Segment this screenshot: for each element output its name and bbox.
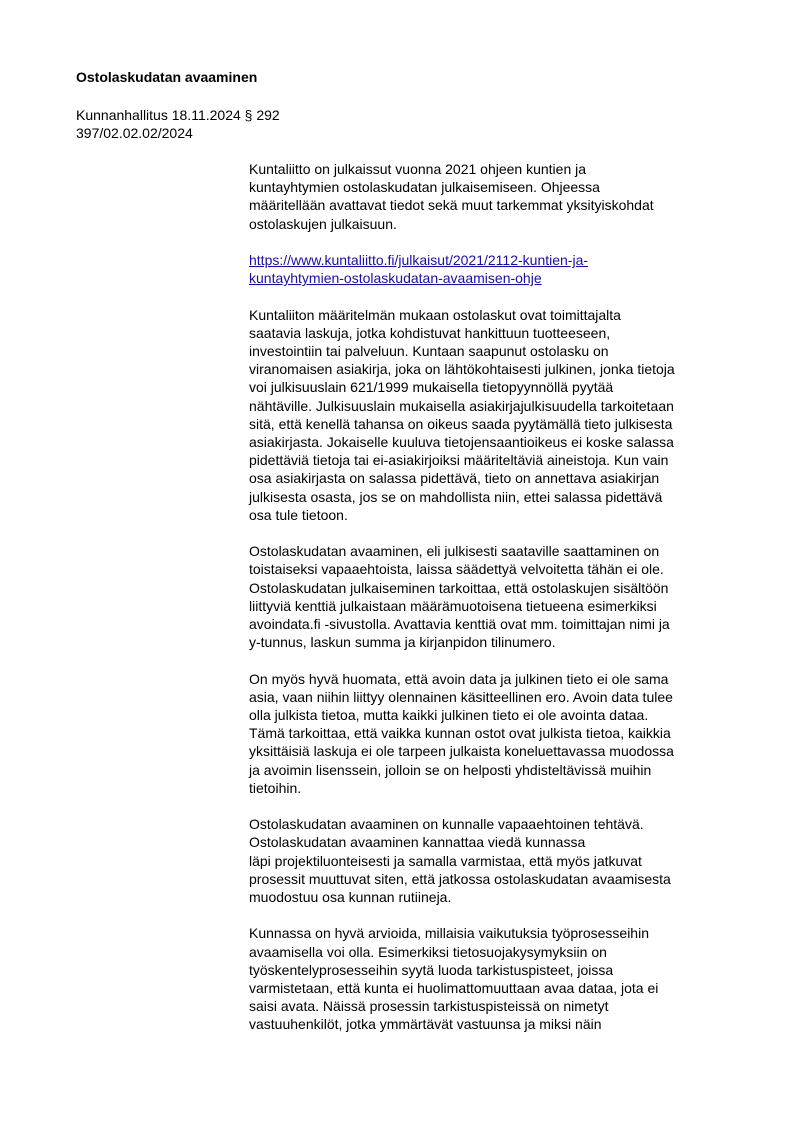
paragraph-line: Kuntaliitto on julkaissut vuonna 2021 ohjeen kuntien ja	[249, 161, 587, 177]
meeting-reference: Kunnanhallitus 18.11.2024 § 292	[76, 107, 280, 123]
paragraph-line: asia, vaan niihin liittyy olennainen käsitteellinen ero. Avoin data tulee	[249, 688, 673, 705]
paragraph-spacer	[249, 651, 749, 669]
paragraph-line: avaamisella voi olla. Esimerkiksi tietosuojakysymyksiin on	[249, 943, 607, 960]
paragraph-line: työskentelyprosesseihin syytä luoda tarkistuspisteet, joissa	[249, 961, 614, 978]
paragraph-line: läpi projektiluonteisesti ja samalla varmistaa, että myös jatkuvat	[249, 852, 642, 869]
paragraph-line: olla julkista tietoa, mutta kaikki julkinen tieto ei ole avointa dataa.	[249, 707, 649, 724]
paragraph-line: saatavia laskuja, jotka kohdistuvat hankittuun tuotteeseen,	[249, 324, 611, 341]
paragraph-line: muodostuu osa kunnan rutiineja.	[249, 889, 452, 906]
paragraph-project	[249, 815, 749, 906]
paragraph-line: toistaiseksi vapaaehtoista, laissa säädettyä velvoitetta tähän ei ole.	[249, 561, 664, 578]
paragraph-line: voi julkisuuslain 621/1999 mukaisella tietopyynnöllä pyytää	[249, 379, 614, 396]
paragraph-line: y-tunnus, laskun summa ja kirjanpidon tilinumero.	[249, 634, 556, 651]
paragraph-definition	[249, 306, 749, 524]
paragraph-line: Ostolaskudatan avaaminen, eli julkisesti saataville saattaminen on	[249, 543, 660, 560]
paragraph-line: tietoihin.	[249, 779, 302, 796]
paragraph-line: viranomaisen asiakirja, joka on lähtökohtaisesti julkinen, jonka tietoja	[249, 361, 675, 378]
paragraph-line: On myös hyvä huomata, että avoin data ja julkinen tieto ei ole sama	[249, 670, 669, 687]
paragraph-line: pidettäviä tietoja tai ei-asiakirjoiksi määriteltäviä aineistoja. Kun vain	[249, 452, 669, 469]
paragraph-impacts	[249, 924, 749, 1033]
document-title: Ostolaskudatan avaaminen	[76, 69, 258, 85]
document-body	[249, 160, 749, 1034]
paragraph-line: Kuntaliiton määritelmän mukaan ostolaskut ovat toimittajalta	[249, 306, 621, 323]
paragraph-spacer	[249, 233, 749, 251]
paragraph-line: julkisesta osasta, jos se on mahdollista niin, ettei salassa pidettävä	[249, 488, 663, 505]
paragraph-line: nähtäville. Julkisuuslain mukaisella asiakirjajulkisuudella tarkoitetaan	[249, 397, 674, 414]
paragraph-line: sitä, että kenellä tahansa on oikeus saada pyytämällä tieto julkisesta	[249, 415, 673, 432]
paragraph-line: yksittäisiä laskuja ei ole tarpeen julkaista koneluettavassa muodossa	[249, 743, 674, 760]
paragraph-line: Ostolaskudatan avaaminen on kunnalle vapaaehtoinen tehtävä.	[249, 816, 644, 833]
paragraph-line: määritellään avattavat tiedot sekä muut tarkemmat yksityiskohdat	[249, 197, 654, 214]
paragraph-line: Kunnassa on hyvä arvioida, millaisia vaikutuksia työprosesseihin	[249, 925, 649, 942]
paragraph-line: ja avoimin lisenssein, jolloin se on helposti yhdisteltävissä muihin	[249, 761, 652, 778]
paragraph-line: ostolaskujen julkaisuun.	[249, 215, 397, 232]
paragraph-line: varmistetaan, että kunta ei huolimattomuuttaan avaa dataa, jota ei	[249, 980, 659, 997]
paragraph-spacer	[249, 797, 749, 815]
paragraph-line: Tämä tarkoittaa, että vaikka kunnan ostot ovat julkista tietoa, kaikkia	[249, 725, 671, 742]
guide-link-line[interactable]: kuntayhtymien-ostolaskudatan-avaamisen-ohje	[249, 270, 542, 287]
paragraph-line: vastuuhenkilöt, jotka ymmärtävät vastuunsa ja miksi näin	[249, 1016, 602, 1033]
paragraph-voluntary	[249, 542, 749, 651]
guide-link-line[interactable]: https://www.kuntaliitto.fi/julkaisut/2021/2112-kuntien-ja-	[249, 252, 589, 268]
paragraph-line: osa asiakirjasta on salassa pidettävä, tieto on annettava asiakirjan	[249, 470, 660, 487]
paragraph-line: liittyviä kenttiä julkaistaan määrämuotoisena tietueena esimerkiksi	[249, 597, 657, 614]
paragraph-line: osa tule tietoon.	[249, 506, 348, 523]
paragraph-line: asiakirjasta. Jokaiselle kuuluva tietojensaantioikeus ei koske salassa	[249, 434, 674, 451]
paragraph-intro	[249, 160, 749, 233]
meeting-info	[76, 106, 280, 142]
paragraph-line: Ostolaskudatan avaaminen kannattaa viedä kunnassa	[249, 834, 586, 851]
paragraph-line: Ostolaskudatan julkaiseminen tarkoittaa, että ostolaskujen sisältöön	[249, 579, 669, 596]
paragraph-spacer	[249, 524, 749, 542]
guide-link[interactable]	[249, 251, 749, 287]
paragraph-open-data	[249, 670, 749, 797]
paragraph-line: investointiin tai palveluun. Kuntaan saapunut ostolasku on	[249, 343, 609, 359]
paragraph-line: saisi avata. Näissä prosessin tarkistuspisteissä on nimetyt	[249, 998, 609, 1015]
paragraph-spacer	[249, 906, 749, 924]
paragraph-spacer	[249, 287, 749, 305]
paragraph-line: avoindata.fi -sivustolla. Avattavia kenttiä ovat mm. toimittajan nimi ja	[249, 616, 670, 633]
paragraph-line: kuntayhtymien ostolaskudatan julkaisemiseen. Ohjeessa	[249, 179, 600, 196]
paragraph-line: prosessit muuttuvat siten, että jatkossa ostolaskudatan avaamisesta	[249, 870, 671, 887]
record-number: 397/02.02.02/2024	[76, 125, 193, 141]
